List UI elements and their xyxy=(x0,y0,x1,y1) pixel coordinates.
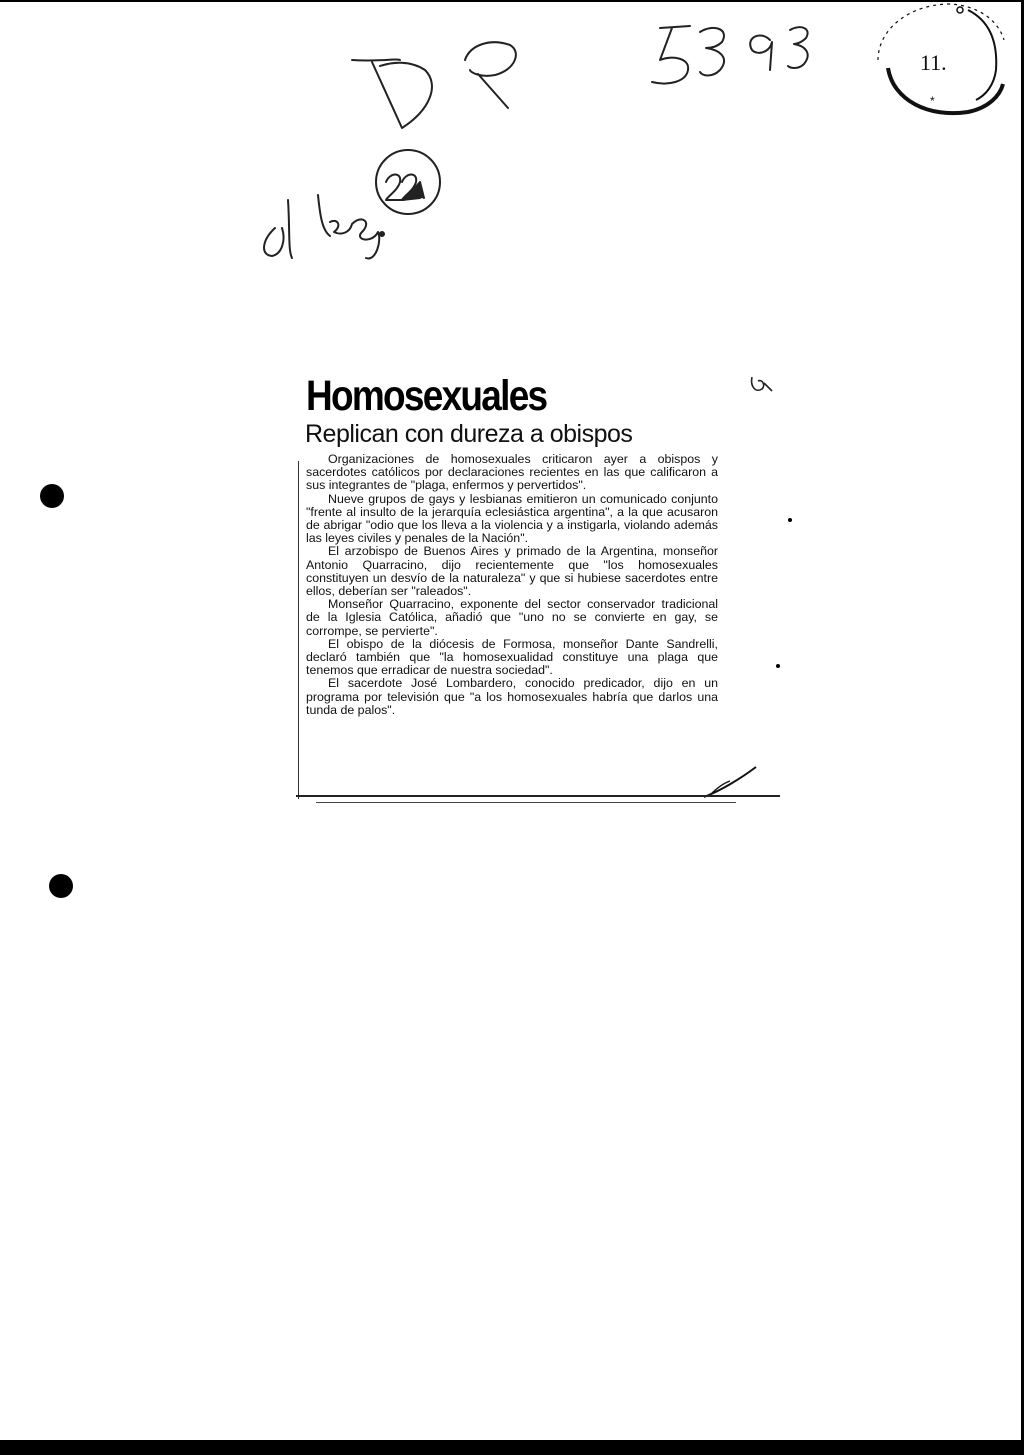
article-paragraph: El arzobispo de Buenos Aires y primado de la Argentina, monseñor Antonio Quarracino, dijo recientemente que "los homosexuales constituyen un desvío de la naturaleza" y que si hubiese sacerdotes entre ellos, deberían ser "raleados". xyxy=(306,544,718,599)
handwritten-note-al xyxy=(264,200,292,258)
circular-stamp xyxy=(858,0,1008,125)
svg-text:*: * xyxy=(930,94,935,108)
clipping-bottom-shadow xyxy=(316,802,736,803)
handwritten-digit-5 xyxy=(652,26,690,84)
clipping-left-edge xyxy=(298,461,299,799)
clipping-corner-mark xyxy=(748,373,774,395)
article-paragraph: El obispo de la diócesis de Formosa, monseñor Dante Sandrelli, declaró también que "la homosexualidad constituye una plaga que tenemos que erradicar de nuestra sociedad". xyxy=(306,636,718,678)
stamp-drawing xyxy=(858,0,1008,125)
article-paragraph: Monseñor Quarracino, exponente del sector conservador tradicional de la Iglesia Católica, añadió que "uno no se convierte en gay, se corrompe, se pervierte". xyxy=(306,597,718,638)
handwritten-letter-d xyxy=(352,59,432,128)
handwritten-note-leg xyxy=(318,195,379,258)
newspaper-clipping xyxy=(296,365,780,805)
article-paragraph: El sacerdote José Lombardero, conocido predicador, dijo en un programa por televisión que "a los homosexuales habría que darlos una tunda de palos". xyxy=(306,676,718,717)
punch-hole-lower xyxy=(49,874,73,898)
article-body xyxy=(306,453,718,717)
handwritten-digit-3b xyxy=(788,27,808,68)
stamp-number: 11. xyxy=(920,50,947,75)
article-paragraph: Organizaciones de homosexuales criticaron ayer a obispos y sacerdotes católicos por declaraciones recientes en las que calificaron a sus integrantes de "plaga, enfermos y pervertidos". xyxy=(306,452,718,493)
page-bottom-edge xyxy=(0,1440,1024,1455)
article-headline: Homosexuales xyxy=(306,372,547,420)
handwritten-digit-9 xyxy=(750,35,772,70)
punch-hole-upper xyxy=(40,484,64,508)
clipping-bottom-edge xyxy=(296,795,780,797)
speck xyxy=(788,518,792,522)
handwritten-digit-3 xyxy=(700,28,724,76)
handwritten-letter-p xyxy=(465,42,516,108)
article-paragraph: Nueve grupos de gays y lesbianas emitieron un comunicado conjunto "frente al insulto de la jerarquía eclesiástica argentina", a la que acusaron de abrigar "odio que los lleva a la violencia y a instigarla, violando además las leyes civiles y penales de la Nación". xyxy=(306,491,718,546)
article-subheadline: Replican con dureza a obispos xyxy=(305,420,633,448)
